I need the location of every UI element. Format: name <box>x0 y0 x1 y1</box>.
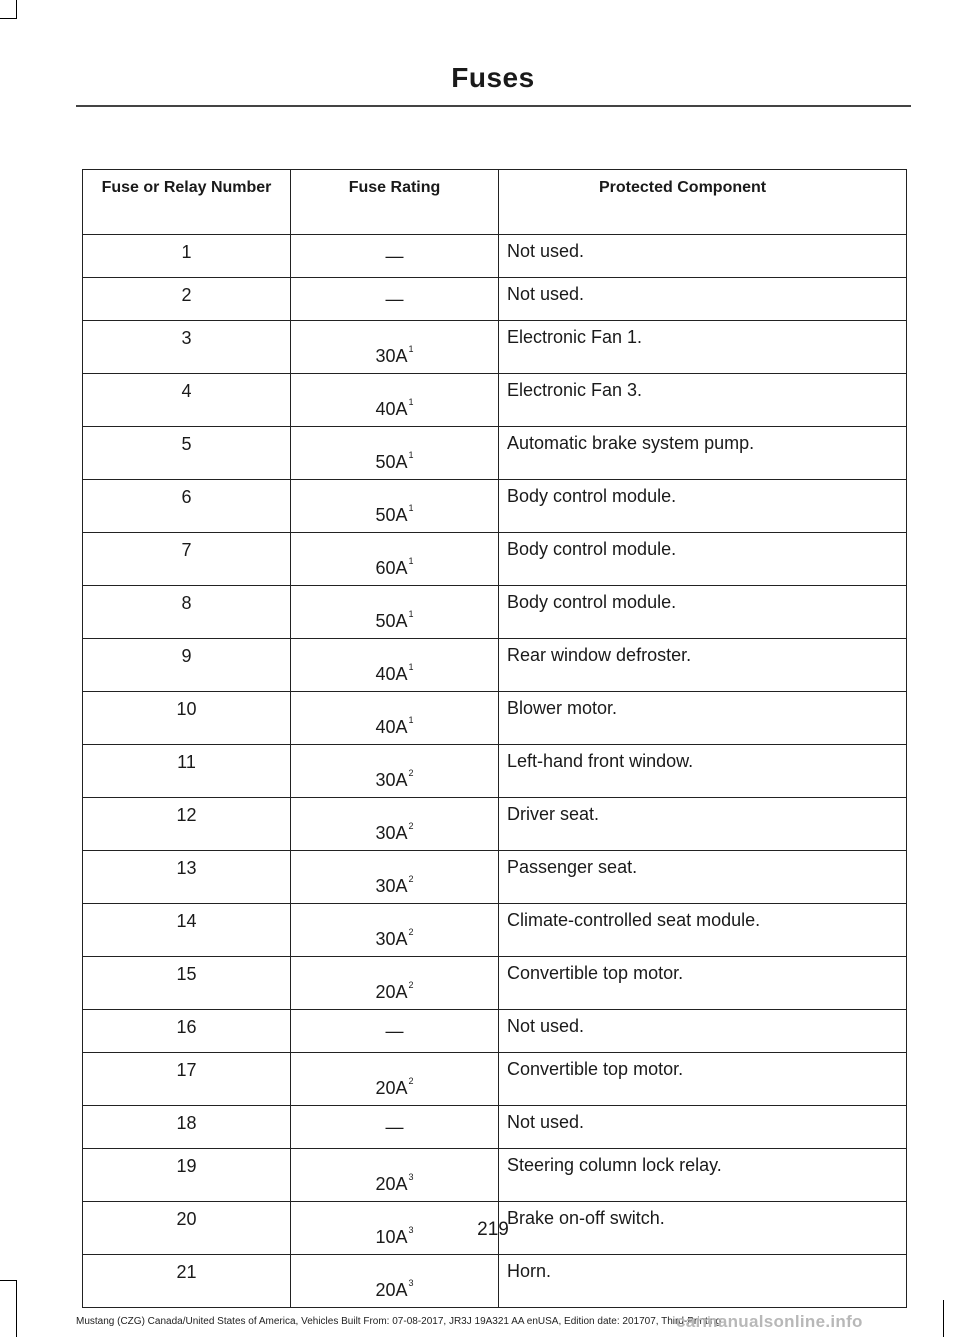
table-row <box>83 1010 907 1053</box>
protected-component-cell: Horn. <box>499 1255 907 1308</box>
table-row <box>83 427 907 480</box>
fuse-number-cell: 15 <box>83 957 291 1010</box>
fuse-number-cell: 4 <box>83 374 291 427</box>
footnote-marker: 2 <box>408 874 414 884</box>
fuse-number-cell: 7 <box>83 533 291 586</box>
table-row <box>83 480 907 533</box>
fuse-rating-value: 50A <box>375 611 408 631</box>
fuse-rating-cell <box>291 639 499 692</box>
fuse-rating-value: 50A <box>375 505 408 525</box>
protected-component-cell: Rear window defroster. <box>499 639 907 692</box>
column-header-fuse-rating: Fuse Rating <box>291 170 499 235</box>
protected-component-cell: Not used. <box>499 278 907 321</box>
fuse-rating-cell <box>291 1053 499 1106</box>
fuse-rating-value: 60A <box>375 558 408 578</box>
protected-component-cell: Climate-controlled seat module. <box>499 904 907 957</box>
protected-component-cell: Left-hand front window. <box>499 745 907 798</box>
fuse-rating-cell <box>291 692 499 745</box>
footnote-marker: 1 <box>408 397 414 407</box>
table-row <box>83 957 907 1010</box>
fuse-rating-value: 30A <box>375 876 408 896</box>
table-row <box>83 904 907 957</box>
fuse-rating-value: 30A <box>375 770 408 790</box>
watermark: carmanualsonline.info <box>676 1312 863 1331</box>
fuse-number-cell: 19 <box>83 1149 291 1202</box>
fuse-rating-cell <box>291 480 499 533</box>
crop-mark-top-left-h <box>0 18 17 19</box>
footnote-marker: 1 <box>408 609 414 619</box>
fuse-number-cell: 18 <box>83 1106 291 1149</box>
protected-component-cell: Body control module. <box>499 533 907 586</box>
fuse-number-cell: 11 <box>83 745 291 798</box>
footnote-marker: 1 <box>408 715 414 725</box>
table-row <box>83 1106 907 1149</box>
fuse-rating-cell <box>291 904 499 957</box>
fuse-rating-value: 40A <box>375 664 408 684</box>
protected-component-cell: Electronic Fan 1. <box>499 321 907 374</box>
footer-text: Mustang (CZG) Canada/United States of America, Vehicles Built From: 07-08-2017, JR3J 19A321 AA enUSA, Edition date: 201707, Third-Printing <box>76 1316 722 1327</box>
table-row <box>83 1053 907 1106</box>
protected-component-cell: Convertible top motor. <box>499 957 907 1010</box>
fuse-table-body <box>83 235 907 1308</box>
table-row <box>83 321 907 374</box>
fuse-number-cell: 21 <box>83 1255 291 1308</box>
protected-component-cell: Not used. <box>499 1010 907 1053</box>
fuse-rating-value: 40A <box>375 717 408 737</box>
protected-component-cell: Not used. <box>499 1106 907 1149</box>
fuse-number-cell: 12 <box>83 798 291 851</box>
footnote-marker: 2 <box>408 821 414 831</box>
table-row <box>83 278 907 321</box>
fuse-number-cell: 17 <box>83 1053 291 1106</box>
footnote-marker: 1 <box>408 503 414 513</box>
fuse-rating-cell <box>291 374 499 427</box>
fuse-number-cell: 5 <box>83 427 291 480</box>
footnote-marker: 3 <box>408 1172 414 1182</box>
footnote-marker: 2 <box>408 980 414 990</box>
protected-component-cell: Electronic Fan 3. <box>499 374 907 427</box>
protected-component-cell: Brake on-off switch. <box>499 1202 907 1255</box>
crop-mark-top-left-v <box>16 0 17 18</box>
fuse-number-cell: 2 <box>83 278 291 321</box>
fuse-rating-cell <box>291 798 499 851</box>
protected-component-cell: Not used. <box>499 235 907 278</box>
fuse-rating-cell <box>291 1255 499 1308</box>
fuse-number-cell: 10 <box>83 692 291 745</box>
footnote-marker: 3 <box>408 1225 414 1235</box>
footnote-marker: 2 <box>408 927 414 937</box>
footnote-marker: 3 <box>408 1278 414 1288</box>
crop-mark-bottom-left-h <box>0 1280 17 1281</box>
fuse-rating-value: — <box>385 288 404 309</box>
fuse-table <box>82 169 907 1308</box>
fuse-number-cell: 9 <box>83 639 291 692</box>
fuse-rating-value: 30A <box>375 346 408 366</box>
protected-component-cell: Driver seat. <box>499 798 907 851</box>
footnote-marker: 1 <box>408 662 414 672</box>
fuse-rating-cell <box>291 1106 499 1149</box>
fuse-rating-cell <box>291 278 499 321</box>
table-row <box>83 1149 907 1202</box>
fuse-number-cell: 13 <box>83 851 291 904</box>
fuse-rating-cell <box>291 533 499 586</box>
fuse-rating-value: 50A <box>375 452 408 472</box>
fuse-rating-value: — <box>385 1020 404 1041</box>
fuse-rating-cell <box>291 235 499 278</box>
crop-mark-bottom-left-v <box>16 1280 17 1337</box>
fuse-number-cell: 8 <box>83 586 291 639</box>
column-header-protected-component: Protected Component <box>499 170 907 235</box>
fuse-rating-cell <box>291 586 499 639</box>
fuse-rating-value: — <box>385 245 404 266</box>
protected-component-cell: Automatic brake system pump. <box>499 427 907 480</box>
fuse-rating-value: 30A <box>375 929 408 949</box>
fuse-rating-value: 10A <box>375 1227 408 1247</box>
fuse-rating-value: — <box>385 1116 404 1137</box>
fuse-rating-cell <box>291 1010 499 1053</box>
table-row <box>83 692 907 745</box>
protected-component-cell: Body control module. <box>499 586 907 639</box>
table-row <box>83 586 907 639</box>
fuse-number-cell: 14 <box>83 904 291 957</box>
table-row <box>83 639 907 692</box>
fuse-rating-value: 30A <box>375 823 408 843</box>
fuse-number-cell: 16 <box>83 1010 291 1053</box>
fuse-rating-value: 20A <box>375 1280 408 1300</box>
footnote-marker: 1 <box>408 344 414 354</box>
fuse-rating-value: 20A <box>375 982 408 1002</box>
protected-component-cell: Convertible top motor. <box>499 1053 907 1106</box>
fuse-rating-cell <box>291 427 499 480</box>
fuse-rating-value: 20A <box>375 1078 408 1098</box>
fuse-rating-cell <box>291 321 499 374</box>
footnote-marker: 1 <box>408 556 414 566</box>
table-row <box>83 235 907 278</box>
fuse-number-cell: 20 <box>83 1202 291 1255</box>
protected-component-cell: Blower motor. <box>499 692 907 745</box>
protected-component-cell: Passenger seat. <box>499 851 907 904</box>
fuse-rating-value: 20A <box>375 1174 408 1194</box>
page-number: 219 <box>477 1219 509 1240</box>
column-header-fuse-number: Fuse or Relay Number <box>83 170 291 235</box>
fuse-rating-cell <box>291 745 499 798</box>
footnote-marker: 1 <box>408 450 414 460</box>
protected-component-cell: Body control module. <box>499 480 907 533</box>
fuse-number-cell: 1 <box>83 235 291 278</box>
title-divider <box>76 105 911 107</box>
fuse-rating-cell <box>291 957 499 1010</box>
crop-mark-bottom-right-v <box>943 1300 944 1337</box>
table-row <box>83 1255 907 1308</box>
footnote-marker: 2 <box>408 1076 414 1086</box>
page-title: Fuses <box>451 62 535 93</box>
fuse-number-cell: 6 <box>83 480 291 533</box>
footnote-marker: 2 <box>408 768 414 778</box>
fuse-rating-cell <box>291 851 499 904</box>
fuse-number-cell: 3 <box>83 321 291 374</box>
table-row <box>83 851 907 904</box>
table-row <box>83 374 907 427</box>
protected-component-cell: Steering column lock relay. <box>499 1149 907 1202</box>
fuse-rating-value: 40A <box>375 399 408 419</box>
fuse-rating-cell <box>291 1149 499 1202</box>
table-row <box>83 745 907 798</box>
table-row <box>83 798 907 851</box>
table-header-row <box>83 170 907 235</box>
table-row <box>83 533 907 586</box>
